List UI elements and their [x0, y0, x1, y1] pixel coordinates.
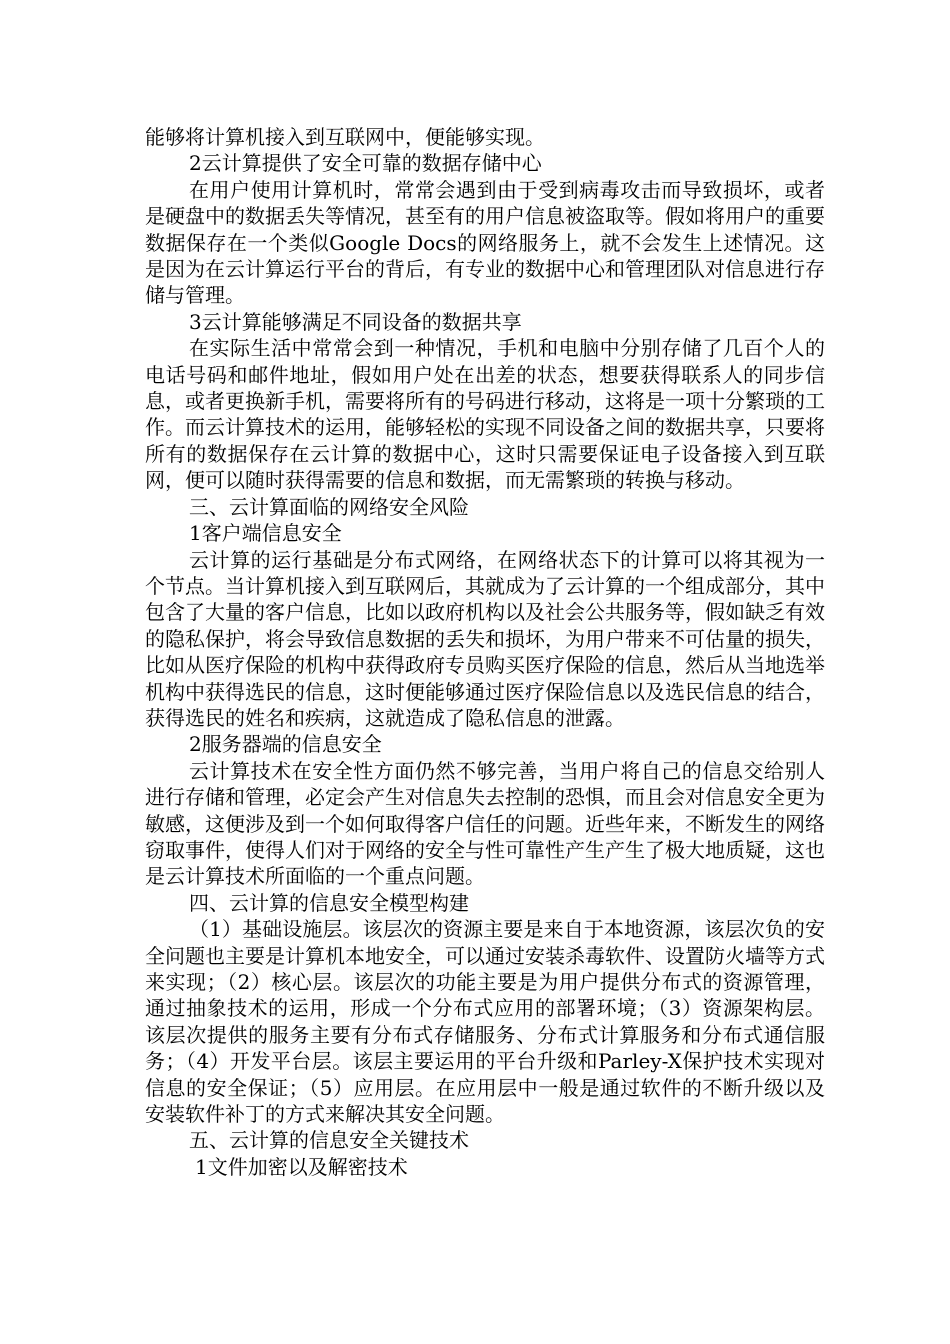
- body-paragraph: （1）基础设施层。该层次的资源主要是来自于本地资源，该层次负的安全问题也主要是计算机本地安全，可以通过安装杀毒软件、设置防火墙等方式来实现；（2）核心层。该层次的功能主要是为用户提供分布式的资源管理，通过抽象技术的运用，形成一个分布式应用的部署环境；（3）资源架构层。该层次提供的服务主要有分布式存储服务、分布式计算服务和分布式通信服务；（4）开发平台层。该层主要运用的平台升级和Parley-X保护技术实现对信息的安全保证；（5）应用层。在应用层中一般是通过软件的不断升级以及安装软件补丁的方式来解决其安全问题。: [145, 917, 825, 1127]
- section-heading: 四、云计算的信息安全模型构建: [189, 890, 469, 915]
- body-paragraph: 云计算的运行基础是分布式网络，在网络状态下的计算可以将其视为一个节点。当计算机接入到互联网后，其就成为了云计算的一个组成部分，其中包含了大量的客户信息，比如以政府机构以及社会公共服务等，假如缺乏有效的隐私保护，将会导致信息数据的丢失和损坏，为用户带来不可估量的损失，比如从医疗保险的机构中获得政府专员购买医疗保险的信息，然后从当地选举机构中获得选民的信息，这时便能够通过医疗保险信息以及选民信息的结合，获得选民的姓名和疾病，这就造成了隐私信息的泄露。: [145, 547, 825, 730]
- document-body: [145, 124, 825, 1180]
- body-paragraph: 在用户使用计算机时，常常会遇到由于受到病毒攻击而导致损坏，或者是硬盘中的数据丢失等情况，甚至有的用户信息被盗取等。假如将用户的重要数据保存在一个类似Google Docs的网络服务上，就不会发生上述情况。这是因为在云计算运行平台的背后，有专业的数据中心和管理团队对信息进行存储与管理。: [145, 177, 825, 308]
- section-subheading: 3云计算能够满足不同设备的数据共享: [189, 309, 522, 334]
- body-paragraph: 云计算技术在安全性方面仍然不够完善，当用户将自己的信息交给别人进行存储和管理，必定会产生对信息失去控制的恐惧，而且会对信息安全更为敏感，这便涉及到一个如何取得客户信任的问题。近些年来，不断发生的网络窃取事件，使得人们对于网络的安全与性可靠性产生产生了极大地质疑，这也是云计算技术所面临的一个重点问题。: [145, 758, 825, 889]
- body-paragraph: 在实际生活中常常会到一种情况，手机和电脑中分别存储了几百个人的电话号码和邮件地址，假如用户处在出差的状态，想要获得联系人的同步信息，或者更换新手机，需要将所有的号码进行移动，这将是一项十分繁琐的工作。而云计算技术的运用，能够轻松的实现不同设备之间的数据共享，只要将所有的数据保存在云计算的数据中心，这时只需要保证电子设备接入到互联网，便可以随时获得需要的信息和数据，而无需繁琐的转换与移动。: [145, 336, 825, 493]
- section-subheading: 1客户端信息安全: [189, 521, 342, 546]
- section-heading: 五、云计算的信息安全关键技术: [189, 1128, 469, 1153]
- section-subheading: 2云计算提供了安全可靠的数据存储中心: [189, 151, 542, 176]
- section-subheading: 2服务器端的信息安全: [189, 732, 382, 757]
- paragraph-continuation: 能够将计算机接入到互联网中，便能够实现。: [145, 125, 545, 149]
- section-subheading: 1文件加密以及解密技术: [195, 1154, 408, 1179]
- section-heading: 三、云计算面临的网络安全风险: [189, 494, 469, 519]
